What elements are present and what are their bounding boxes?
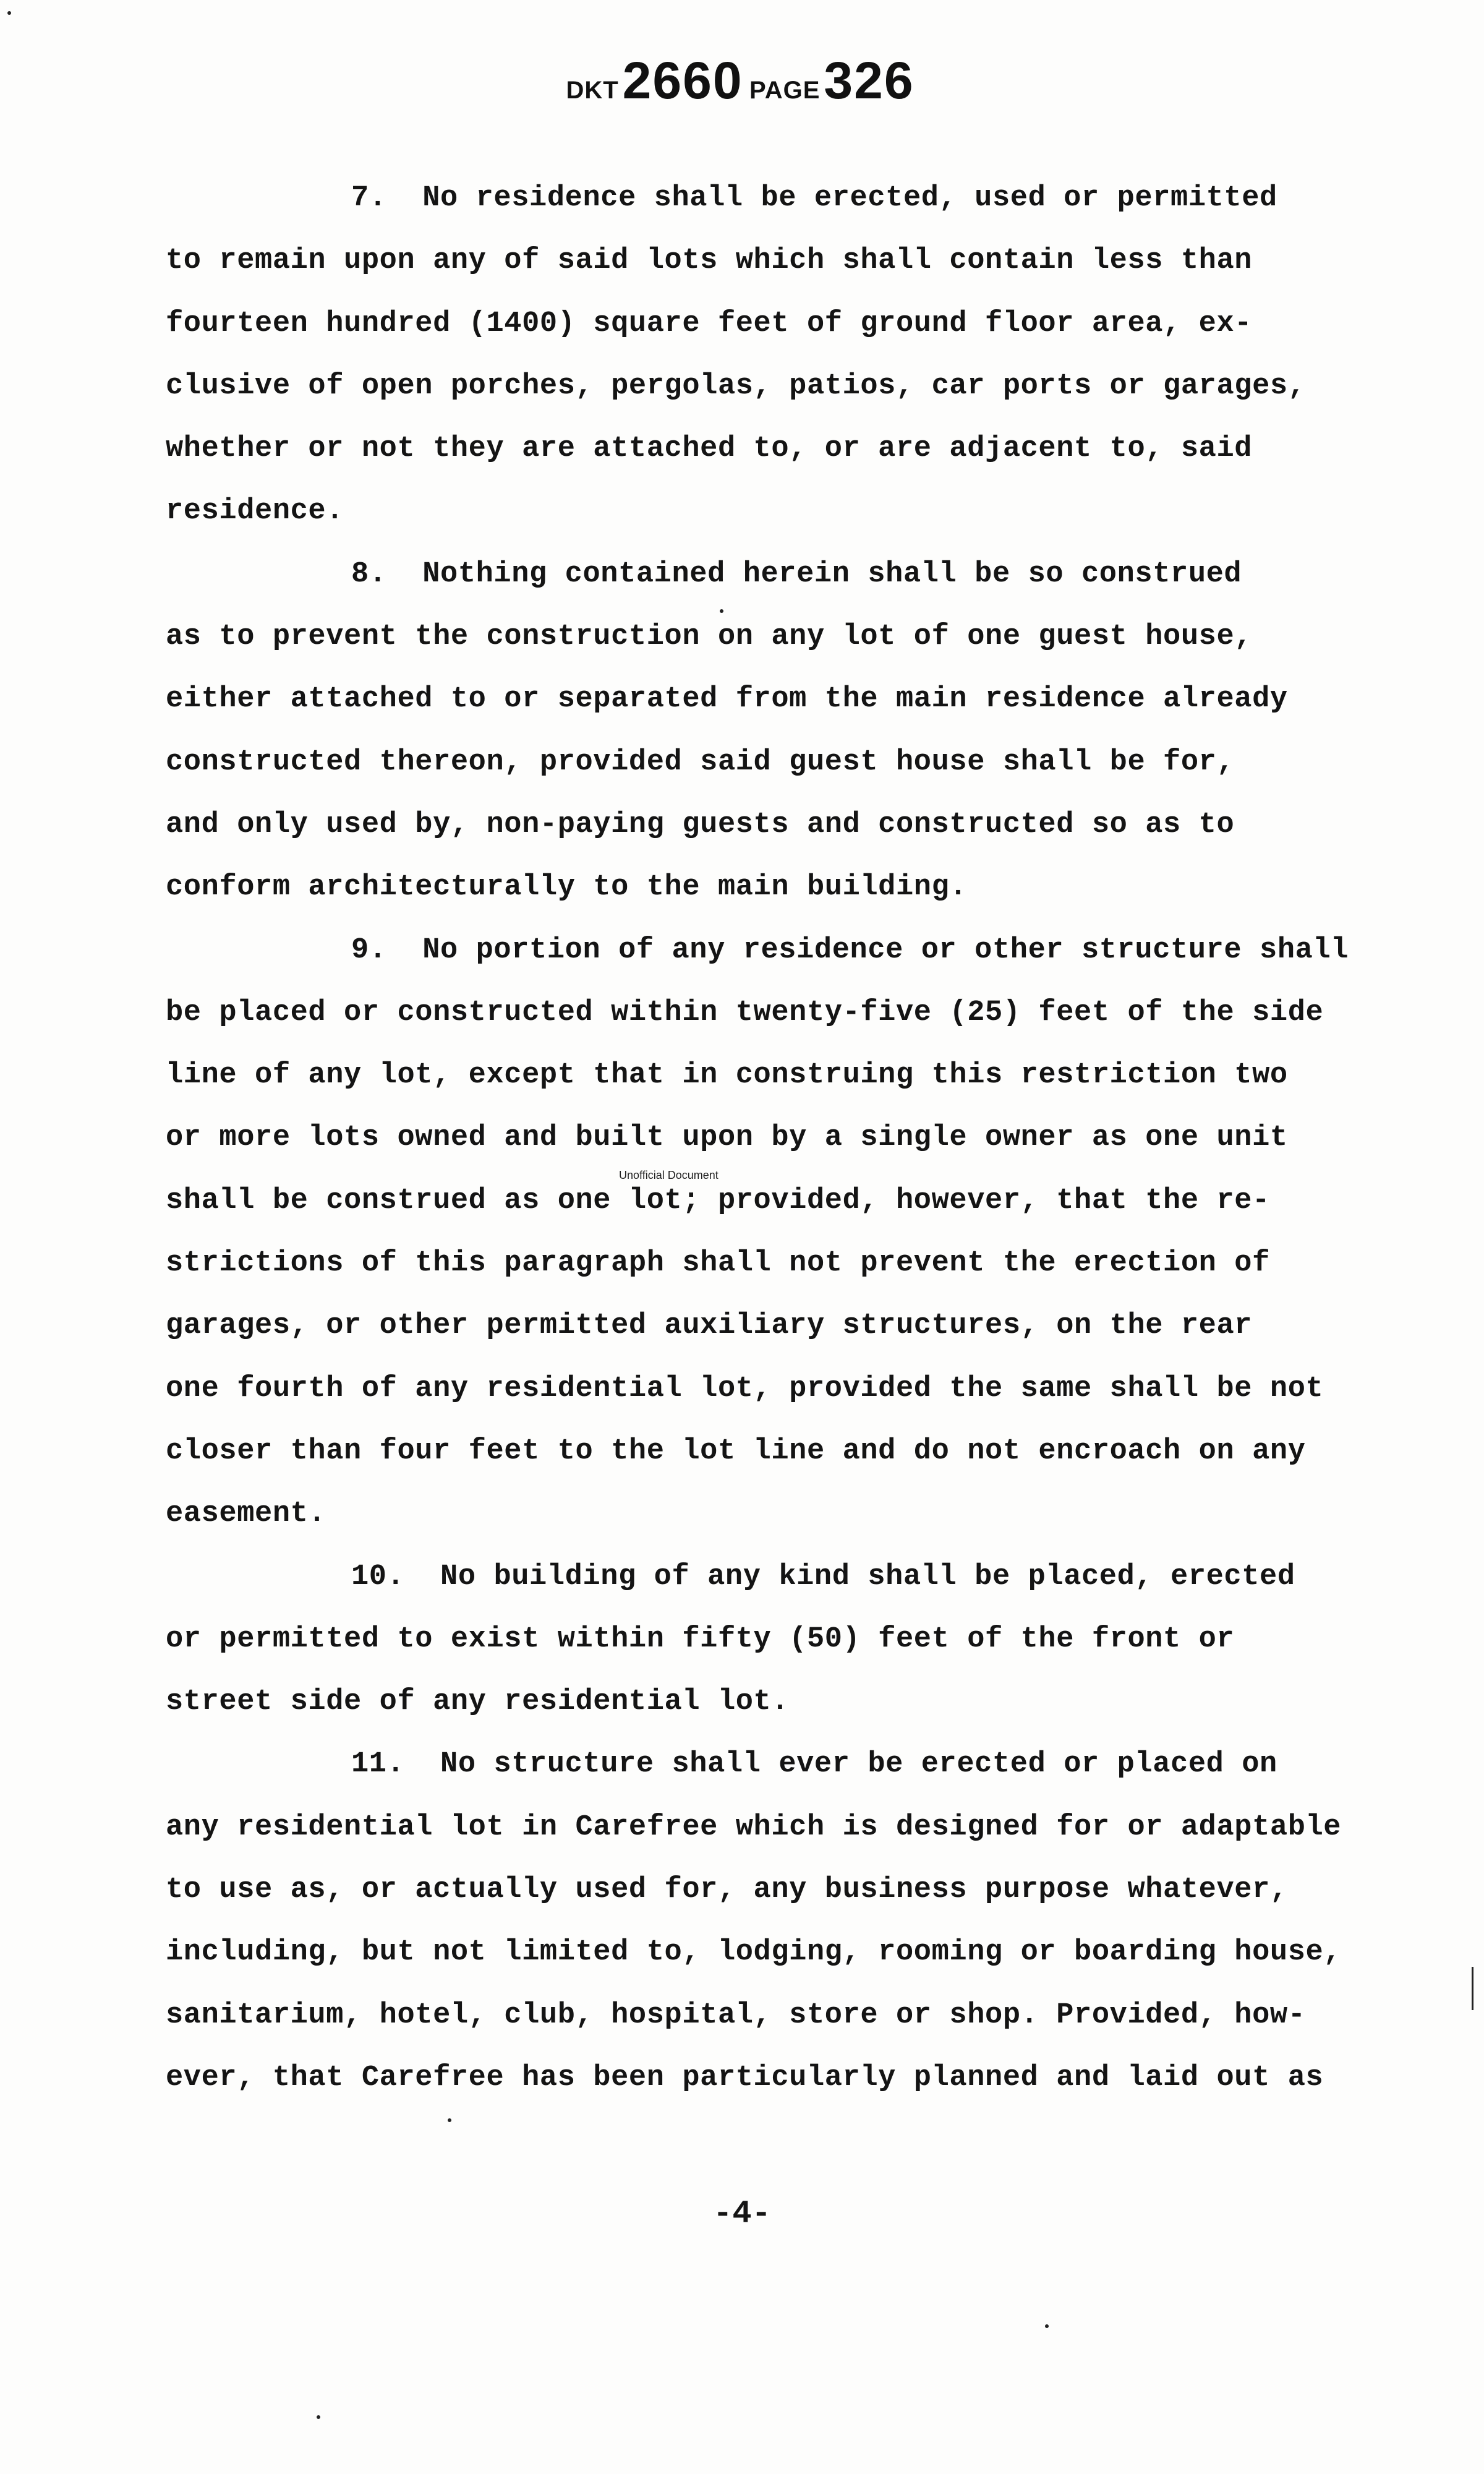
paragraph-line: line of any lot, except that in construing this restriction two [166, 1059, 1288, 1092]
page-number: -4- [713, 2196, 771, 2232]
paragraph-line: one fourth of any residential lot, provided the same shall be not [166, 1372, 1324, 1405]
paragraph-11-first-line: 11. No structure shall ever be erected or placed on [351, 1748, 1277, 1781]
page-label: PAGE [749, 77, 821, 104]
paragraph-9-first-line: 9. No portion of any residence or other structure shall [351, 933, 1349, 967]
paragraph-line: shall be construed as one lot; provided, however, that the re- [166, 1184, 1270, 1217]
scan-speck [317, 2415, 320, 2419]
paragraph-line: any residential lot in Carefree which is designed for or adaptable [166, 1810, 1342, 1844]
paragraph-7-first-line: 7. No residence shall be erected, used or permitted [351, 182, 1277, 215]
paragraph-line: clusive of open porches, pergolas, patios, car ports or garages, [166, 369, 1306, 403]
paragraph-number: 8. [351, 557, 387, 591]
paragraph-line: strictions of this paragraph shall not prevent the erection of [166, 1247, 1270, 1280]
paragraph-line: whether or not they are attached to, or are adjacent to, said [166, 432, 1253, 466]
scan-margin-mark [1472, 1967, 1473, 2010]
scan-speck [1045, 2324, 1049, 2328]
paragraph-line: constructed thereon, provided said guest house shall be for, [166, 745, 1235, 779]
paragraph-line: ever, that Carefree has been particularly planned and laid out as [166, 2061, 1324, 2094]
paragraph-line: to remain upon any of said lots which shall contain less than [166, 244, 1253, 278]
docket-header [0, 51, 1484, 111]
docket-number: 2660 [622, 51, 743, 109]
paragraph-line: as to prevent the construction on any lot of one guest house, [166, 620, 1253, 654]
paragraph-number: 7. [351, 182, 387, 215]
paragraph-line: conform architecturally to the main building. [166, 871, 968, 904]
paragraph-line: fourteen hundred (1400) square feet of ground floor area, ex- [166, 307, 1253, 340]
paragraph-line: street side of any residential lot. [166, 1685, 790, 1719]
paragraph-line: either attached to or separated from the main residence already [166, 683, 1288, 716]
document-body [166, 167, 1396, 2109]
scan-speck [7, 11, 11, 15]
scan-speck [448, 2118, 451, 2122]
docket-label: DKT [566, 77, 619, 104]
paragraph-10-first-line: 10. No building of any kind shall be placed, erected [351, 1560, 1295, 1593]
paragraph-line: or permitted to exist within fifty (50) feet of the front or [166, 1622, 1235, 1656]
paragraph-line: including, but not limited to, lodging, rooming or boarding house, [166, 1936, 1342, 1969]
paragraph-number: 10. [351, 1560, 405, 1593]
paragraph-line: be placed or constructed within twenty-five (25) feet of the side [166, 996, 1324, 1029]
paragraph-line: closer than four feet to the lot line and do not encroach on any [166, 1434, 1306, 1468]
paragraph-line: residence. [166, 495, 344, 528]
paragraph-line: to use as, or actually used for, any business purpose whatever, [166, 1873, 1288, 1907]
paragraph-line: garages, or other permitted auxiliary structures, on the rear [166, 1309, 1253, 1343]
page-reference: 326 [824, 51, 915, 109]
paragraph-number: 11. [351, 1748, 405, 1781]
unofficial-document-watermark: Unofficial Document [619, 1169, 719, 1181]
scan-speck [720, 609, 723, 613]
paragraph-line: and only used by, non-paying guests and constructed so as to [166, 808, 1235, 841]
paragraph-8-first-line: 8. Nothing contained herein shall be so construed [351, 557, 1242, 591]
paragraph-line: easement. [166, 1497, 326, 1531]
paragraph-line: or more lots owned and built upon by a single owner as one unit [166, 1121, 1288, 1155]
paragraph-line: sanitarium, hotel, club, hospital, store or shop. Provided, how- [166, 1998, 1306, 2032]
paragraph-number: 9. [351, 933, 387, 967]
